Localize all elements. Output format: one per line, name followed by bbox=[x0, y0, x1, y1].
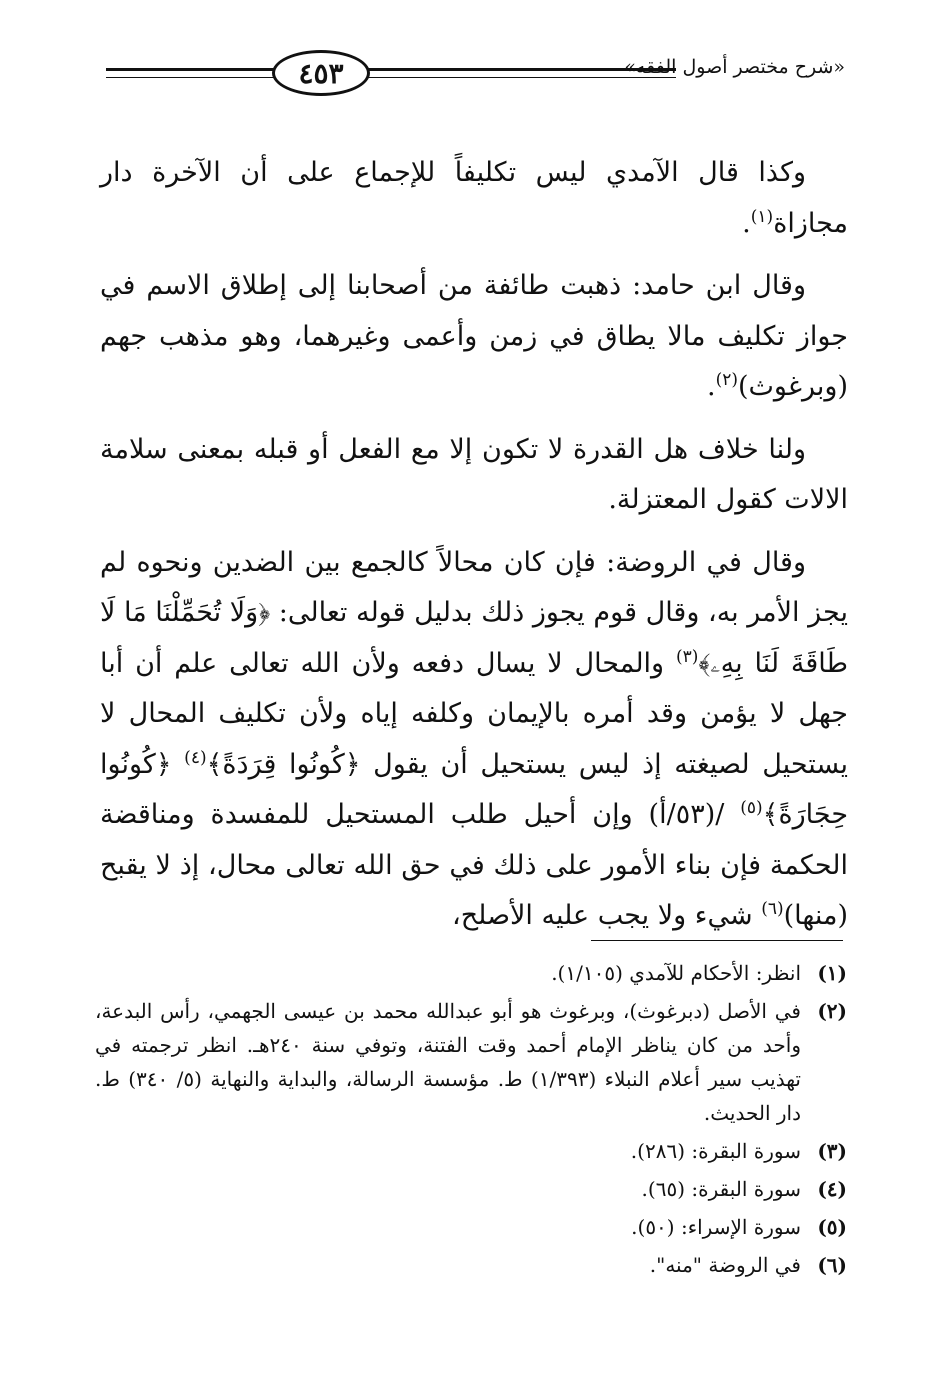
footnote bbox=[95, 1210, 847, 1244]
paragraph-2-text: وقال ابن حامد: ذهبت طائفة من أصحابنا إلى إطلاق الاسم في جواز تكليف مالا يطاق في زمن وأعمى وغيرهما، وهو مذهب جهم (وبرغوث) bbox=[100, 270, 848, 402]
paragraph-1-end: . bbox=[742, 207, 751, 239]
page-number-oval bbox=[272, 50, 370, 96]
footnote-divider bbox=[591, 940, 843, 941]
footnote-ref-2: (٢) bbox=[715, 370, 738, 390]
paragraph-4-text-e: شيء ولا يجب عليه الأصلح، bbox=[452, 900, 762, 931]
footnote-text: سورة الإسراء: (٥٠). bbox=[631, 1215, 801, 1239]
footnote-ref-5: (٥) bbox=[740, 798, 763, 818]
paragraph-2 bbox=[100, 261, 848, 413]
paragraph-2-end: . bbox=[706, 371, 716, 402]
paragraph-4-text-a: وقال في الروضة: فإن كان محالاً كالجمع بين الضدين ونحوه لم يجز الأمر به، وقال قوم يجوز ذلك بدليل قوله تعالى: ﴿وَلَا تُحَمِّلْنَا مَا لَا طَاقَةَ لَنَا بِهِۦ﴾ bbox=[100, 546, 848, 679]
main-text bbox=[100, 148, 848, 954]
paragraph-3: ولنا خلاف هل القدرة لا تكون إلا مع الفعل أو قبله بمعنى سلامة الالات كقول المعتزلة. bbox=[100, 433, 848, 515]
footnote bbox=[95, 994, 847, 1130]
paragraph-4-text-b: والمحال لا يسال دفعه ولأن الله تعالى علم أن أبا جهل لا يؤمن وقد أمره بالإيمان وكلفه إياه ولأن تكليف المحال لا يستحيل لصيغته إذ ليس يستحيل أن يقول ﴿كُونُوا قِرَدَةً﴾ bbox=[100, 647, 848, 780]
footnote bbox=[95, 1172, 847, 1206]
footnote-ref-4: (٤) bbox=[184, 747, 207, 768]
footnote-number: (٢) bbox=[817, 999, 847, 1023]
paragraph-4 bbox=[100, 538, 848, 942]
header-rule-left bbox=[106, 68, 274, 78]
footnote bbox=[95, 1134, 847, 1168]
footnote-number: (٣) bbox=[817, 1139, 847, 1163]
page-header bbox=[100, 42, 845, 112]
footnote-number: (٦) bbox=[817, 1253, 847, 1277]
footnote-text: في الروضة "منه". bbox=[649, 1253, 801, 1277]
paragraph-1-text: وكذا قال الآمدي ليس تكليفاً للإجماع على أن الآخرة دار مجازاة bbox=[100, 157, 848, 239]
footnote-text: سورة البقرة: (٦٥). bbox=[641, 1177, 801, 1201]
page-number: ٤٥٣ bbox=[298, 56, 344, 90]
footnote bbox=[95, 1248, 847, 1282]
footnote-text: سورة البقرة: (٢٨٦). bbox=[630, 1139, 801, 1163]
paragraph-4-text-d: /(٥٣/أ) وإن أحيل طلب المستحيل للمفسدة ومناقضة الحكمة فإن بناء الأمور على ذلك في حق الله تعالى محال، إذ لا يقبح (منها) bbox=[100, 799, 848, 931]
paragraph-4-text-c: ﴿كُونُوا حِجَارَةً﴾ bbox=[100, 748, 849, 830]
footnote-ref-1: (١) bbox=[750, 206, 774, 227]
footnotes bbox=[95, 956, 847, 1286]
running-title: «شرح مختصر أصول الفقه» bbox=[624, 56, 845, 78]
footnote-ref-3: (٣) bbox=[675, 646, 699, 667]
paragraph-1 bbox=[100, 148, 848, 249]
footnote-number: (٥) bbox=[817, 1215, 847, 1239]
footnote bbox=[95, 956, 847, 990]
footnote-ref-6: (٦) bbox=[761, 899, 784, 919]
footnote-text: انظر: الأحكام للآمدي (١/١٠٥). bbox=[551, 961, 801, 985]
footnote-text: في الأصل (دبرغوث)، وبرغوث هو أبو عبدالله محمد بن عيسى الجهمي، رأس البدعة، وأحد من كان يناظر الإمام أحمد وقت الفتنة، وتوفي سنة ٢٤٠هـ. انظر ترجمته في تهذيب سير أعلام النبلاء (١/٣٩٣) ط. مؤسسة الرسالة، والبداية والنهاية (٥/ ٣٤٠) ط. دار الحديث. bbox=[95, 999, 801, 1125]
footnote-number: (١) bbox=[817, 961, 847, 985]
footnote-number: (٤) bbox=[817, 1177, 847, 1201]
